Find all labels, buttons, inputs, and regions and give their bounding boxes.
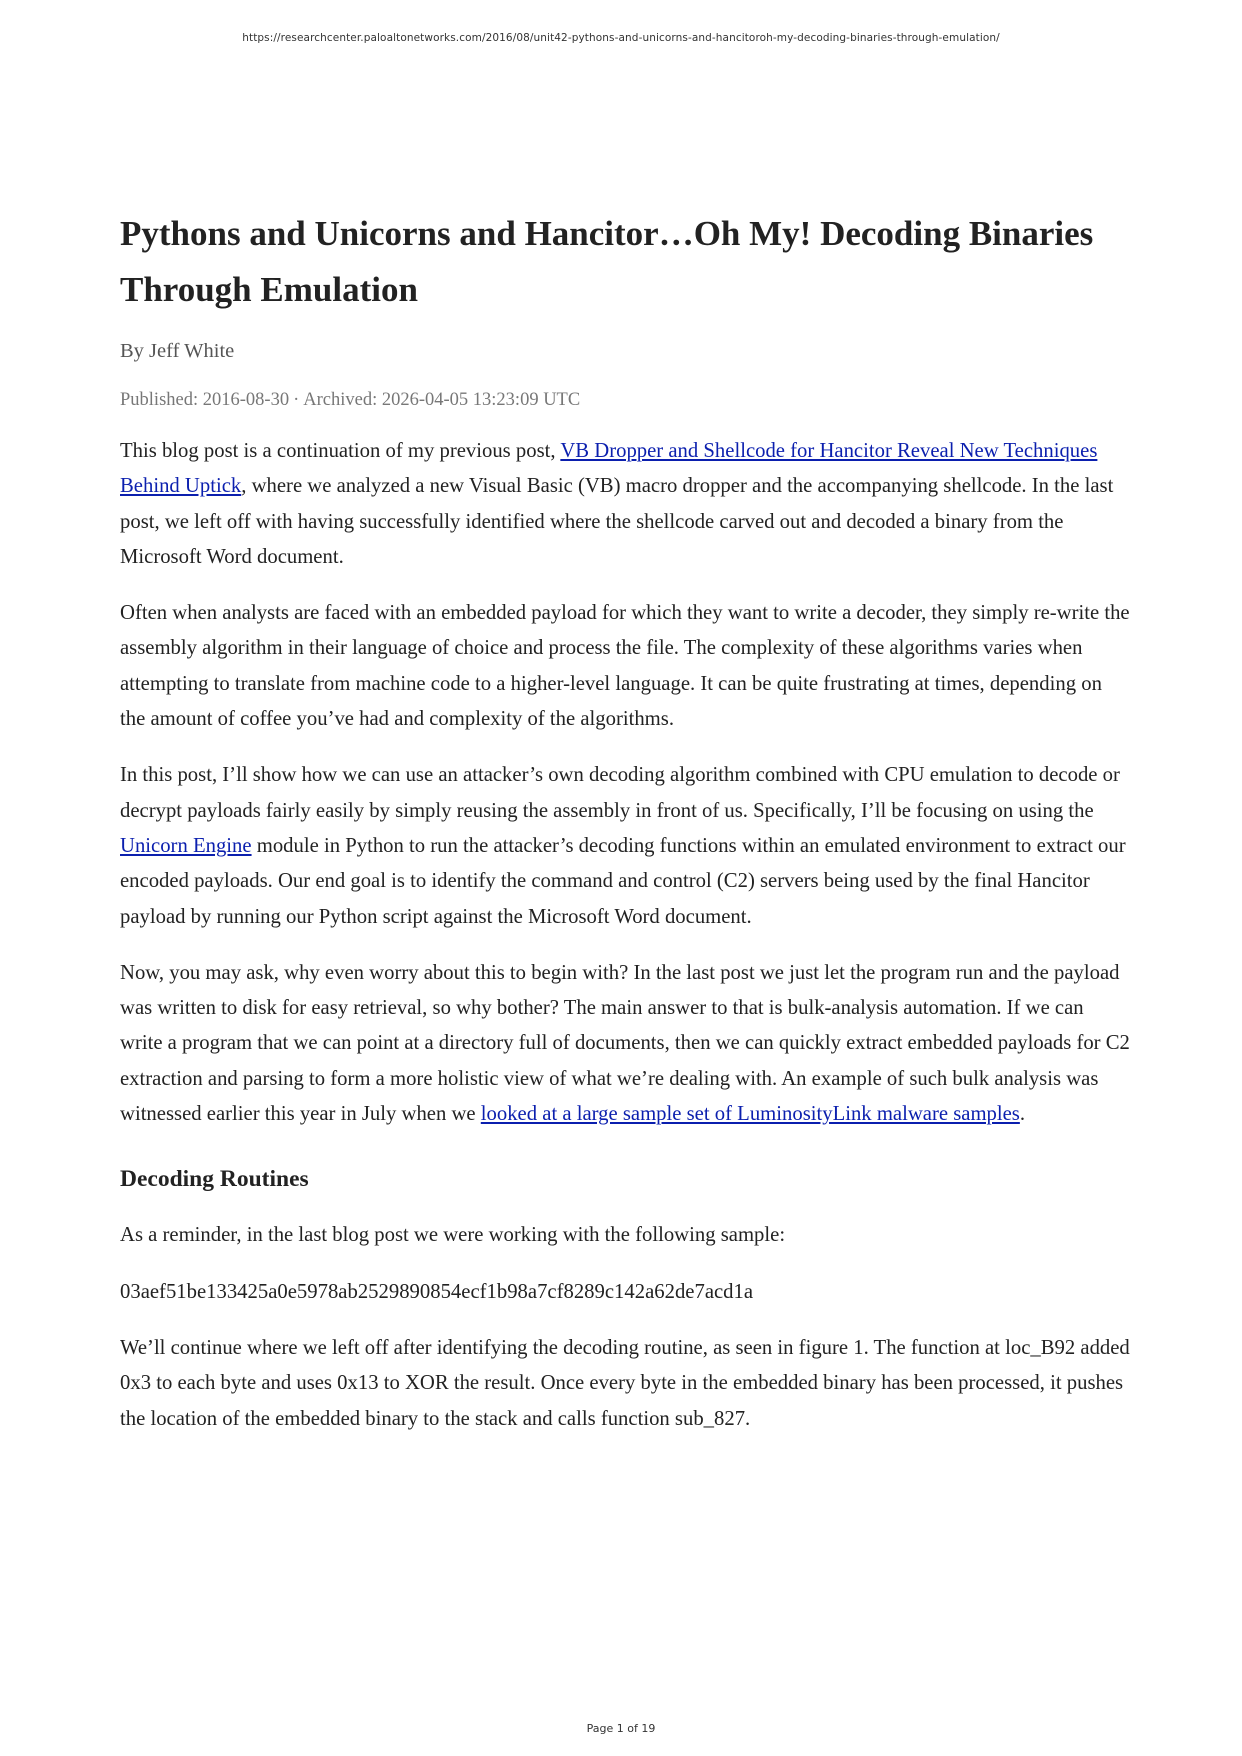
link-previous-post[interactable]: VB Dropper and Shellcode for Hancitor Reveal New Techniques Behind Uptick (120, 440, 1098, 498)
paragraph-analysts: Often when analysts are faced with an embedded payload for which they want to write a decoder, they simply re-write the assembly algorithm in their language of choice and process the file. The complexity of these algorithms varies when attempting to translate from machine code to a higher-level language. It can be quite frustrating at times, depending on the amount of coffee you’ve had and complexity of the algorithms. (120, 602, 1130, 731)
sample-hash: 03aef51be133425a0e5978ab2529890854ecf1b98a7cf8289c142a62de7acd1a (120, 1280, 754, 1303)
paragraph-text: This blog post is a continuation of my previous post, (120, 440, 561, 462)
page-title-line-1: Pythons and Unicorns and Hancitor…Oh My! Decoding Binaries (120, 214, 1094, 253)
paragraph-text: , where we analyzed a new Visual Basic (VB) macro dropper and the accompanying shellcode. In the last post, we left off with having successfully identified where the shellcode carved out and decoded a binary from the Microsoft Word document. (120, 475, 1114, 568)
link-unicorn-engine[interactable]: Unicorn Engine (120, 834, 252, 857)
paragraph-intro (120, 434, 1130, 575)
page-title-line-2: Through Emulation (120, 270, 418, 309)
paragraph-text: Now, you may ask, why even worry about this to begin with? In the last post we just let the program run and the payload was written to disk for easy retrieval, so why bother? The main answer to that is bulk-analysis automation. If we can write a program that we can point at a directory full of documents, then we can quickly extract embedded payloads for C2 extraction and parsing to form a more holistic view of what we’re dealing with. An example of such bulk analysis was witnessed earlier this year in July when we (120, 961, 1130, 1126)
link-luminositylink[interactable]: looked at a large sample set of LuminosityLink malware samples (480, 1103, 1020, 1126)
section-heading-decoding-routines: Decoding Routines (120, 1166, 309, 1193)
paragraph-text: . (1019, 1103, 1026, 1126)
paragraph-bulk-analysis (120, 956, 1130, 1132)
page-url: https://researchcenter.paloaltonetworks.com/2016/08/unit42-pythons-and-unicorns-and-hancitoroh-my-decoding-binaries-through-emulation/ (242, 32, 1000, 44)
paragraph-unicorn (120, 758, 1130, 934)
paragraph-text: module in Python to run the attacker’s decoding functions within an emulated environment to extract our encoded payloads. Our end goal is to identify the command and control (C2) servers being used by the final Hancitor payload by running our Python script against the Microsoft Word document. (120, 834, 1126, 928)
page-number: Page 1 of 19 (586, 1722, 656, 1735)
article (120, 206, 1130, 1458)
meta-separator: · (293, 390, 300, 410)
paragraph-reminder: As a reminder, in the last blog post we were working with the following sample: (120, 1224, 786, 1247)
paragraph-decoding-routine: We’ll continue where we left off after identifying the decoding routine, as seen in figure 1. The function at loc_B92 added 0x3 to each byte and uses 0x13 to XOR the result. Once every byte in the embedded binary has been processed, it pushes the location of the embedded binary to the stack and calls function sub_827. (120, 1336, 1130, 1430)
publish-meta (120, 386, 1130, 414)
paragraph-text: In this post, I’ll show how we can use an attacker’s own decoding algorithm combined with CPU emulation to decode or decrypt payloads fairly easily by simply reusing the assembly in front of us. Specifically, I’ll be focusing on using the (120, 764, 1120, 822)
published-date: Published: 2016-08-30 (120, 390, 290, 410)
author-byline: By Jeff White (120, 340, 235, 362)
archived-date: Archived: 2026-04-05 13:23:09 UTC (303, 390, 581, 410)
page-title (120, 206, 1130, 318)
